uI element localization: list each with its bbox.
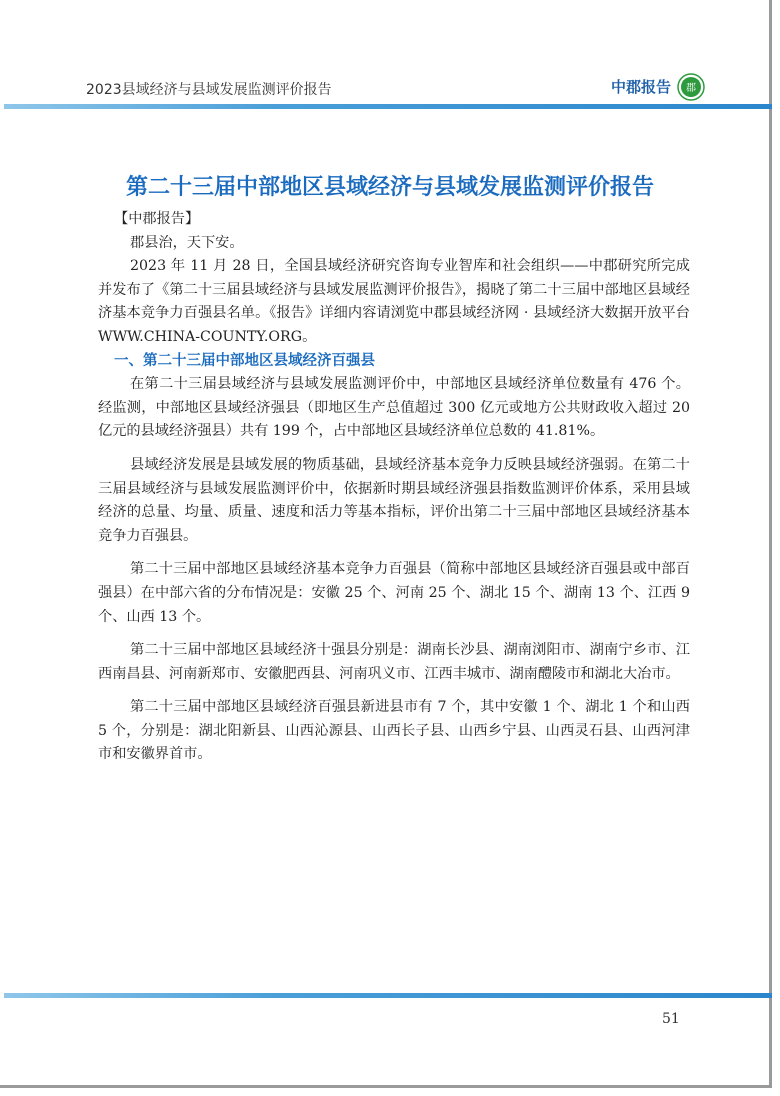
running-header-title: 2023县域经济与县域发展监测评价报告	[86, 82, 332, 98]
logo-char: 郡	[686, 83, 696, 94]
footer-rule	[4, 993, 772, 998]
paragraph: 第二十三届中部地区县域经济十强县分别是：湖南长沙县、湖南浏阳市、湖南宁乡市、江西南昌县、河南新郑市、安徽肥西县、河南巩义市、江西丰城市、湖南醴陵市和湖北大冶市。	[98, 642, 690, 682]
paragraph: 第二十三届中部地区县域经济基本竞争力百强县（简称中部地区县域经济百强县或中部百强县）在中部六省的分布情况是：安徽 25 个、河南 25 个、湖北 15 个、湖南 13 个、江西 9 个、山西 13 个。	[98, 561, 690, 625]
paragraph: 县域经济发展是县域发展的物质基础，县域经济基本竞争力反映县域经济强弱。在第二十三届县域经济与县域发展监测评价中，依据新时期县域经济强县指数监测评价体系，采用县域经济的总量、均量、质量、速度和活力等基本指标，评价出第二十三届中部地区县域经济基本竞争力百强县。	[98, 456, 690, 544]
header-rule	[4, 104, 772, 109]
report-tag: 【中郡报告】	[114, 211, 200, 227]
section-heading: 一、第二十三届中部地区县域经济百强县	[114, 352, 375, 369]
intro-paragraph: 2023 年 11 月 28 日，全国县域经济研究咨询专业智库和社会组织——中郡研究所完成并发布了《第二十三届县域经济与县域发展监测评价报告》，揭晓了第二十三届中部地区县域经济基本竞争力百强县名单。《报告》详细内容请浏览中郡县域经济网 · 县域经济大数据开放平台 WWW.CHINA-COUNTY.ORG。	[98, 258, 690, 345]
article-body	[98, 208, 690, 767]
paragraph: 第二十三届中部地区县域经济百强县新进县市有 7 个，其中安徽 1 个、湖北 1 个和山西 5 个，分别是：湖北阳新县、山西沁源县、山西长子县、山西乡宁县、山西灵石县、山西河津市和安徽界首市。	[98, 699, 690, 763]
paragraph: 在第二十三届县域经济与县域发展监测评价中，中部地区县域经济单位数量有 476 个。经监测，中部地区县域经济强县（即地区生产总值超过 300 亿元或地方公共财政收入超过 20 亿元的县域经济强县）共有 199 个，占中部地区县域经济单位总数的 41.81%。	[98, 376, 690, 440]
page-title: 第二十三届中部地区县域经济与县域发展监测评价报告	[125, 175, 654, 200]
zhongjun-logo-icon	[677, 73, 705, 101]
brand-name: 中郡报告	[611, 78, 672, 96]
page-number: 51	[662, 1011, 680, 1027]
motto: 郡县治，天下安。	[130, 234, 244, 251]
